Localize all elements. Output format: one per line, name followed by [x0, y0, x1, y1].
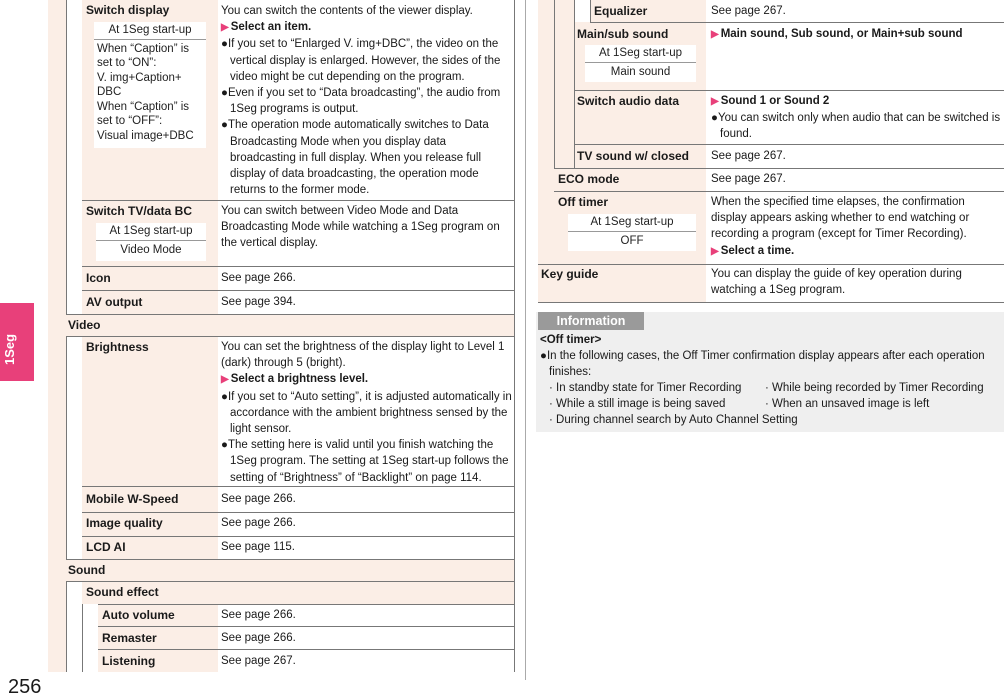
- av-output-label: AV output: [86, 295, 143, 309]
- equalizer-label: Equalizer: [594, 4, 648, 18]
- switch-audio-desc: ▶ Sound 1 or Sound 2 ●You can switch only when audio that can be switched is found.: [711, 95, 1001, 141]
- case-3: · While a still image is being saved: [549, 398, 726, 410]
- information-content: <Off timer> ●In the following cases, the Off Timer confirmation display appears after each operation finishes:: [540, 332, 1000, 381]
- sound-effect-heading: Sound effect: [86, 585, 159, 599]
- mobile-wspeed-desc: See page 266.: [221, 493, 296, 505]
- case-4: · When an unsaved image is left: [765, 398, 930, 410]
- switch-display-label: Switch display: [86, 3, 170, 17]
- image-quality-desc: See page 266.: [221, 517, 296, 529]
- remaster-desc: See page 266.: [221, 632, 296, 644]
- page-number: 256: [8, 676, 42, 698]
- switch-tv-label: Switch TV/data BC: [86, 204, 193, 218]
- auto-volume-desc: See page 266.: [221, 609, 296, 621]
- switch-display-default-box: At 1Seg start-up When “Caption” is set to “ON”: V. img+Caption+ DBC When “Caption” is set to “OFF”: Visual image+DBC: [94, 22, 206, 148]
- off-timer-label: Off timer: [558, 195, 609, 209]
- eco-mode-desc: See page 267.: [711, 173, 786, 185]
- lcd-ai-desc: See page 115.: [221, 541, 295, 553]
- key-guide-desc: You can display the guide of key operation during watching a 1Seg program.: [711, 268, 962, 297]
- case-1: · In standby state for Timer Recording: [549, 382, 742, 394]
- av-output-desc: See page 394.: [221, 296, 296, 308]
- image-quality-label: Image quality: [86, 516, 163, 530]
- key-guide-label: Key guide: [541, 267, 599, 281]
- main-sub-action: ▶ Main sound, Sub sound, or Main+sub sound: [711, 28, 963, 40]
- listening-desc: See page 267.: [221, 655, 296, 667]
- video-heading: Video: [68, 318, 101, 332]
- remaster-label: Remaster: [102, 631, 157, 645]
- off-timer-default-box: At 1Seg start-up OFF: [568, 214, 696, 251]
- information-heading: Information: [538, 312, 644, 330]
- lcd-ai-label: LCD AI: [86, 540, 126, 554]
- off-timer-note-title: <Off timer>: [540, 334, 602, 346]
- switch-tv-desc: You can switch between Video Mode and Data Broadcasting Mode while watching a 1Seg program on the vertical display.: [221, 205, 500, 250]
- sound-heading: Sound: [68, 563, 106, 577]
- mobile-wspeed-label: Mobile W-Speed: [86, 492, 179, 506]
- eco-mode-label: ECO mode: [558, 172, 620, 186]
- case-5: · During channel search by Auto Channel Setting: [549, 414, 798, 426]
- icon-label: Icon: [86, 271, 111, 285]
- section-tab-label: 1Seg: [2, 333, 17, 365]
- brightness-label: Brightness: [86, 340, 149, 354]
- listening-label: Listening: [102, 654, 156, 668]
- brightness-desc: You can set the brightness of the display light to Level 1 (dark) through 5 (bright). ▶ Select a brightness level. ●If you set to “Auto setting”, it is adjusted automatically in accordance with the ambient brightness sensed by the light sensor. ●The setting here is valid until you finish watching the 1Seg program. The setting at 1Seg start-up follows the setting of “Brightness” of “Backlight” on page 114.: [221, 341, 512, 484]
- switch-display-desc: You can switch the contents of the viewer display. ▶ Select an item. ●If you set to “Enlarged V. img+DBC”, the video on the vertical display is enlarged. However, the sides of the video might be cut depending on the program. ●Even if you set to “Data broadcasting”, the audio from 1Seg programs is output. ●The operation mode automatically switches to Data Broadcasting Mode when you display data broadcasting in full display. When you release full display of data broadcasting, the operation mode returns to the former mode.: [221, 5, 501, 197]
- switch-audio-label: Switch audio data: [577, 94, 680, 108]
- section-tab: [0, 303, 34, 381]
- switch-tv-default-box: At 1Seg start-up Video Mode: [96, 223, 206, 261]
- case-2: · While being recorded by Timer Recording: [765, 382, 984, 394]
- auto-volume-label: Auto volume: [102, 608, 175, 622]
- icon-desc: See page 266.: [221, 272, 296, 284]
- equalizer-desc: See page 267.: [711, 5, 786, 17]
- tv-sound-label: TV sound w/ closed: [577, 149, 690, 163]
- main-sub-label: Main/sub sound: [577, 27, 669, 41]
- tv-sound-desc: See page 267.: [711, 150, 786, 162]
- off-timer-desc: When the specified time elapses, the confirmation display appears asking whether to end watching or recording a program (except for Timer Recording). ▶ Select a time.: [711, 196, 970, 257]
- main-sub-default-box: At 1Seg start-up Main sound: [585, 45, 696, 82]
